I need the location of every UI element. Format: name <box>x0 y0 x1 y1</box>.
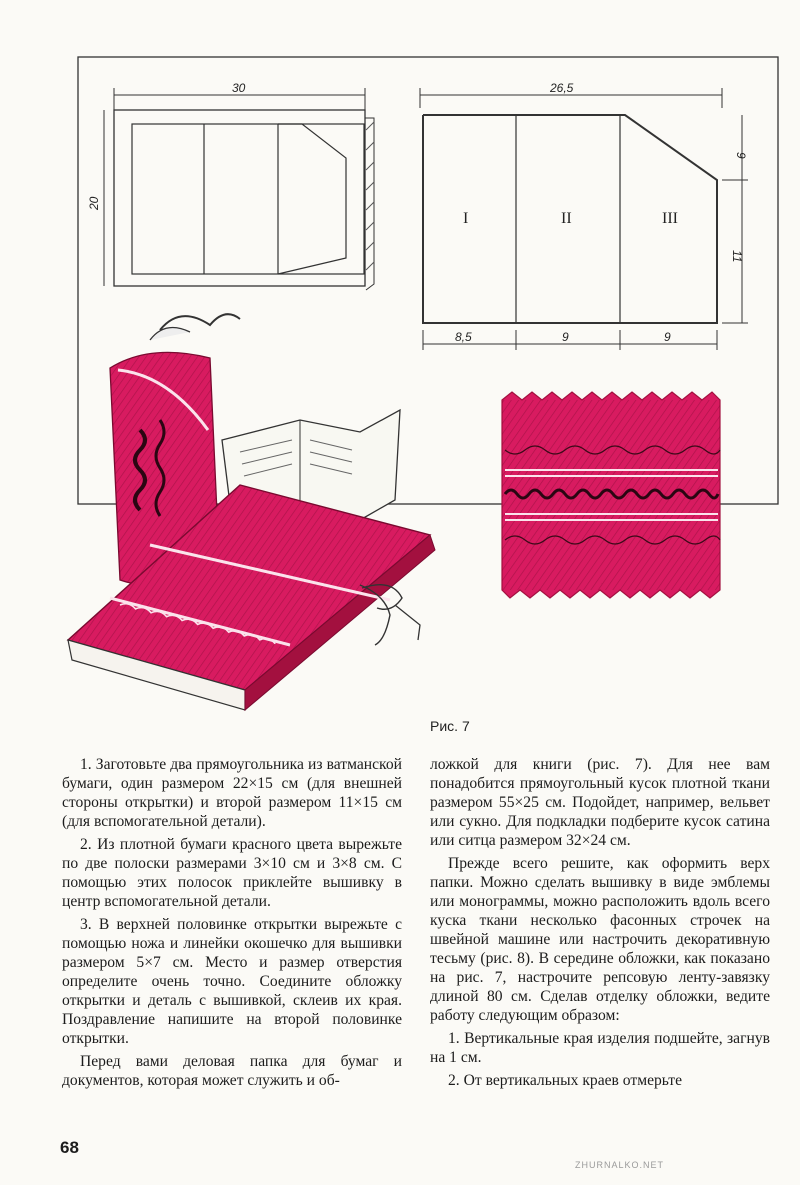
bottom-label-3: 9 <box>664 330 671 344</box>
section-label-1: I <box>463 210 469 227</box>
paragraph-left-4: Перед вами деловая папка для бумаг и документов, которая может служить и об- <box>62 1053 402 1089</box>
bottom-label-2: 9 <box>562 330 569 344</box>
page-number: 68 <box>60 1138 79 1157</box>
fabric-sample <box>502 392 720 598</box>
watermark: ZHURNALKO.NET <box>575 1160 665 1170</box>
text-column-left <box>62 755 402 1094</box>
paragraph-right-4: 2. От вертикальных краев отмерьте <box>448 1072 683 1089</box>
paragraph-right-1: ложкой для книги (рис. 7). Для нее вам понадобится прямоугольный кусок плотной ткани размером 55×25 см. Подойдет, например, вельвет или сукно. Для подкладки подберите кусок сатина или ситца размером 32×24 см. <box>430 756 770 849</box>
text-column-right <box>430 755 770 1094</box>
folder-width-label: 26,5 <box>550 81 574 95</box>
card-height-label: 20 <box>87 196 101 210</box>
bottom-label-1: 8,5 <box>455 330 472 344</box>
card-template-drawing <box>87 81 374 290</box>
section-label-2: II <box>561 210 572 227</box>
figure-caption: Рис. 7 <box>430 718 470 734</box>
paragraph-right-2: Прежде всего решите, как оформить верх папки. Можно сделать вышивку в виде эмблемы или монограммы, можно расположить вдоль всего куска ткани несколько фасонных строчек на швейной машине или настрочить декоративную тесьму (рис. 8). В середине обложки, как показано на рис. 7, настрочите репсовую ленту-завязку длиной 80 см. Сделав отделку обложки, ведите работу следующим образом: <box>430 855 770 1024</box>
folder-body-height-label: 11 <box>730 250 744 263</box>
paragraph-left-2: 2. Из плотной бумаги красного цвета вырежьте по две полоски размерами 3×10 см и 3×8 см. С помощью этих полосок приклейте вышивку в центр вспомогательной детали. <box>62 836 402 910</box>
section-label-3: III <box>662 210 678 227</box>
folder-flap-height-label: 9 <box>734 152 748 159</box>
folder-pattern-drawing <box>420 81 748 350</box>
paragraph-left-3: 3. В верхней половинке открытки вырежьте с помощью ножа и линейки окошечко для вышивки размером 5×7 см. Место и размер отверстия определите очень точно. Соедините обложку открытки и деталь с вышивкой, склеив их края. Поздравление напишите на второй половинке открытки. <box>62 916 402 1047</box>
paragraph-left-1: 1. Заготовьте два прямоугольника из ватманской бумаги, один размером 22×15 см (для внешней стороны открытки) и второй размером 11×15 см (для вспомогательной детали). <box>62 756 402 830</box>
card-width-label: 30 <box>232 81 246 95</box>
paragraph-right-3: 1. Вертикальные края изделия подшейте, загнув на 1 см. <box>430 1030 770 1066</box>
